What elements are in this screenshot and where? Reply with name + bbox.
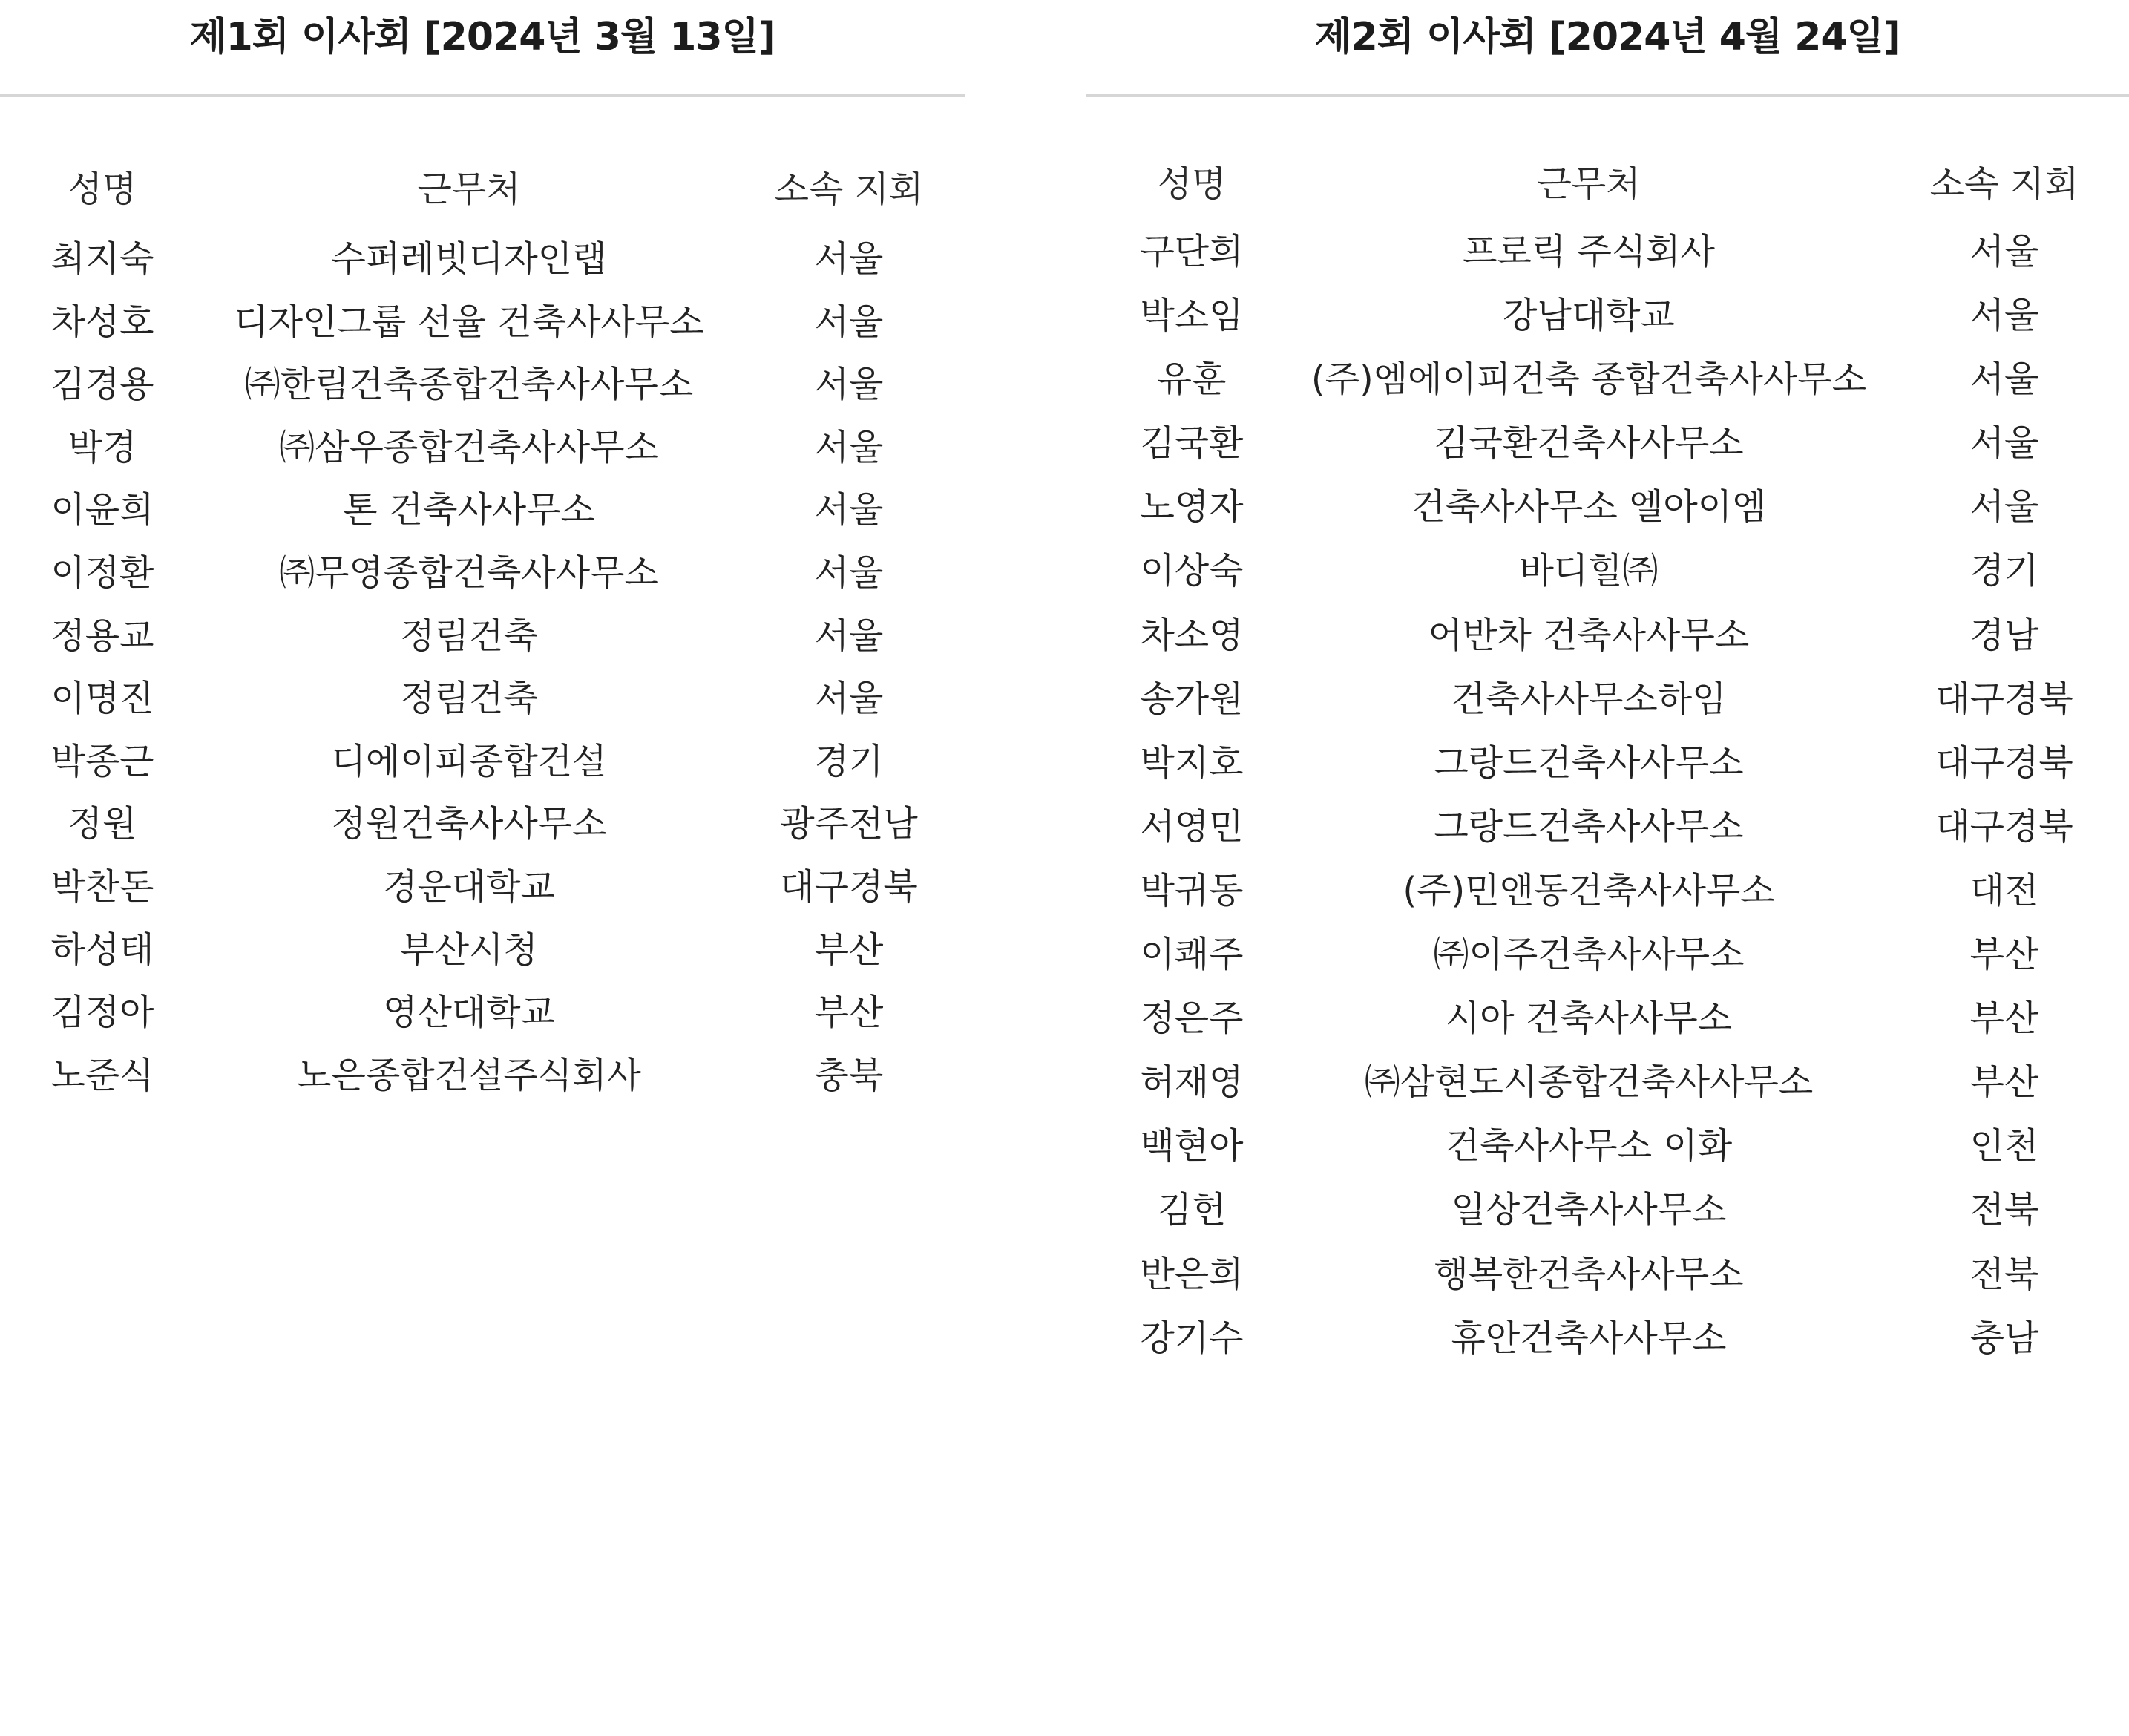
meeting-panel-1 bbox=[0, 0, 965, 1096]
member-name: 송가원 bbox=[1140, 678, 1244, 720]
member-branch: 대구경북 bbox=[1935, 741, 2073, 784]
member-row bbox=[1086, 738, 2129, 802]
member-branch: 서울 bbox=[814, 301, 884, 343]
member-branch: 부산 bbox=[1969, 934, 2039, 976]
member-workplace: 정림건축 bbox=[400, 615, 538, 657]
member-workplace: 건축사사무소하임 bbox=[1451, 678, 1727, 720]
member-branch: 경기 bbox=[1969, 550, 2039, 592]
member-branch: 서울 bbox=[814, 615, 884, 657]
member-branch: 부산 bbox=[1969, 998, 2039, 1040]
member-branch: 대구경북 bbox=[1935, 678, 2073, 720]
member-row bbox=[1086, 291, 2129, 355]
member-branch: 광주전남 bbox=[780, 803, 918, 845]
member-list bbox=[0, 235, 965, 1113]
member-workplace: 건축사사무소 이화 bbox=[1445, 1125, 1733, 1167]
member-branch: 전북 bbox=[1969, 1253, 2039, 1295]
member-row bbox=[1086, 546, 2129, 610]
member-branch: 서울 bbox=[1969, 295, 2039, 337]
member-row bbox=[0, 485, 965, 548]
member-row bbox=[1086, 1058, 2129, 1121]
title-divider bbox=[1086, 94, 2129, 97]
member-workplace: 프로릭 주식회사 bbox=[1463, 231, 1715, 272]
member-workplace: 어반차 건축사사무소 bbox=[1428, 614, 1750, 656]
member-workplace: 영산대학교 bbox=[383, 992, 555, 1034]
member-workplace: 디자인그룹 선율 건축사사무소 bbox=[234, 301, 704, 343]
column-header-workplace: 근무처 bbox=[417, 168, 521, 210]
member-workplace: 정림건축 bbox=[400, 678, 538, 720]
member-row bbox=[1086, 994, 2129, 1058]
column-header-name: 성명 bbox=[68, 168, 137, 210]
member-row bbox=[1086, 227, 2129, 291]
member-workplace: 김국환건축사사무소 bbox=[1434, 422, 1744, 465]
member-name: 박찬돈 bbox=[50, 865, 154, 908]
member-name: 하성태 bbox=[50, 928, 154, 971]
member-workplace: 그랑드건축사사무소 bbox=[1434, 805, 1744, 848]
member-workplace: 바디힐㈜ bbox=[1519, 550, 1659, 592]
member-branch: 서울 bbox=[814, 238, 884, 280]
member-name: 차성호 bbox=[50, 301, 154, 343]
member-name: 이윤희 bbox=[50, 489, 154, 531]
member-name: 정은주 bbox=[1140, 998, 1244, 1040]
member-name: 박귀동 bbox=[1140, 869, 1244, 911]
member-workplace: ㈜이주건축사사무소 bbox=[1433, 934, 1745, 976]
member-workplace: (주)민앤동건축사사무소 bbox=[1403, 869, 1775, 911]
member-name: 이정환 bbox=[50, 551, 154, 594]
member-name: 박지호 bbox=[1140, 741, 1244, 784]
member-row bbox=[1086, 482, 2129, 546]
member-branch: 서울 bbox=[814, 551, 884, 594]
member-row bbox=[1086, 419, 2129, 482]
member-name: 강기수 bbox=[1140, 1317, 1244, 1359]
member-name: 서영민 bbox=[1140, 805, 1244, 848]
member-row bbox=[0, 360, 965, 423]
member-row bbox=[0, 548, 965, 612]
member-row bbox=[1086, 355, 2129, 419]
member-row bbox=[0, 612, 965, 675]
member-row bbox=[0, 926, 965, 989]
member-name: 이상숙 bbox=[1140, 550, 1244, 592]
member-name: 정용교 bbox=[50, 615, 154, 657]
member-branch: 경기 bbox=[814, 740, 884, 782]
member-branch: 대전 bbox=[1969, 869, 2039, 911]
member-row bbox=[0, 674, 965, 737]
member-workplace: 톤 건축사사무소 bbox=[343, 489, 595, 531]
member-name: 박종근 bbox=[50, 740, 154, 782]
member-branch: 대구경북 bbox=[1935, 805, 2073, 848]
member-row bbox=[1086, 611, 2129, 675]
member-workplace: 시아 건축사사무소 bbox=[1445, 998, 1733, 1040]
member-name: 반은희 bbox=[1140, 1253, 1244, 1295]
member-row bbox=[0, 423, 965, 486]
member-name: 차소영 bbox=[1140, 614, 1244, 656]
member-name: 정원 bbox=[68, 803, 137, 845]
member-name: 이쾌주 bbox=[1140, 934, 1244, 976]
column-header-workplace: 근무처 bbox=[1537, 163, 1641, 205]
member-row bbox=[0, 737, 965, 800]
member-branch: 충북 bbox=[814, 1054, 884, 1096]
member-workplace: 부산시청 bbox=[400, 928, 538, 971]
meeting-title: 제1회 이사회 [2024년 3월 13일] bbox=[189, 15, 775, 59]
member-workplace: ㈜한림건축종합건축사사무소 bbox=[244, 364, 694, 406]
member-workplace: 그랑드건축사사무소 bbox=[1434, 741, 1744, 784]
member-workplace: 일상건축사사무소 bbox=[1451, 1189, 1727, 1231]
member-name: 구단희 bbox=[1140, 231, 1244, 272]
member-row bbox=[1086, 1185, 2129, 1249]
member-name: 노준식 bbox=[50, 1054, 154, 1096]
member-branch: 서울 bbox=[1969, 358, 2039, 401]
member-name: 김헌 bbox=[1157, 1189, 1227, 1231]
member-row bbox=[0, 988, 965, 1051]
member-name: 김국환 bbox=[1140, 422, 1244, 465]
member-row bbox=[1086, 802, 2129, 866]
member-branch: 부산 bbox=[1969, 1061, 2039, 1104]
member-name: 최지숙 bbox=[50, 238, 154, 280]
member-row bbox=[1086, 675, 2129, 738]
member-branch: 서울 bbox=[1969, 486, 2039, 528]
member-workplace: ㈜삼현도시종합건축사사무소 bbox=[1364, 1061, 1814, 1104]
member-row bbox=[0, 235, 965, 298]
member-workplace: ㈜무영종합건축사사무소 bbox=[279, 551, 659, 594]
title-divider bbox=[0, 94, 965, 97]
member-row bbox=[0, 862, 965, 926]
member-workplace: 휴안건축사사무소 bbox=[1451, 1317, 1727, 1359]
member-workplace: 경운대학교 bbox=[383, 865, 555, 908]
member-name: 박소임 bbox=[1140, 295, 1244, 337]
member-workplace: 건축사사무소 엘아이엠 bbox=[1411, 486, 1767, 528]
member-branch: 부산 bbox=[814, 992, 884, 1034]
member-workplace: 정원건축사사무소 bbox=[331, 803, 607, 845]
member-name: 유훈 bbox=[1157, 358, 1227, 401]
member-workplace: ㈜삼우종합건축사사무소 bbox=[279, 426, 659, 468]
column-header-row bbox=[0, 167, 965, 212]
member-row bbox=[0, 1051, 965, 1114]
member-name: 박경 bbox=[68, 426, 137, 468]
member-name: 백현아 bbox=[1140, 1125, 1244, 1167]
meeting-title: 제2회 이사회 [2024년 4월 24일] bbox=[1314, 15, 1900, 59]
member-workplace: 수퍼레빗디자인랩 bbox=[331, 238, 607, 280]
member-branch: 경남 bbox=[1969, 614, 2039, 656]
member-branch: 서울 bbox=[814, 489, 884, 531]
member-name: 이명진 bbox=[50, 678, 154, 720]
member-workplace: 행복한건축사사무소 bbox=[1434, 1253, 1744, 1295]
member-branch: 서울 bbox=[1969, 422, 2039, 465]
member-branch: 인천 bbox=[1969, 1125, 2039, 1167]
member-row bbox=[1086, 1314, 2129, 1378]
member-row bbox=[0, 799, 965, 862]
member-name: 김경용 bbox=[50, 364, 154, 406]
column-header-branch: 소속 지회 bbox=[774, 168, 924, 210]
member-row bbox=[1086, 866, 2129, 930]
member-row bbox=[1086, 1250, 2129, 1314]
member-workplace: 노은종합건설주식회사 bbox=[297, 1054, 641, 1096]
member-branch: 서울 bbox=[814, 364, 884, 406]
member-branch: 서울 bbox=[814, 426, 884, 468]
member-branch: 부산 bbox=[814, 928, 884, 971]
member-row bbox=[1086, 1121, 2129, 1185]
member-workplace: 강남대학교 bbox=[1503, 295, 1675, 337]
member-name: 노영자 bbox=[1140, 486, 1244, 528]
member-branch: 서울 bbox=[814, 678, 884, 720]
column-header-name: 성명 bbox=[1157, 163, 1227, 205]
member-name: 김정아 bbox=[50, 992, 154, 1034]
member-list bbox=[1086, 227, 2129, 1378]
member-row bbox=[0, 298, 965, 361]
member-workplace: 디에이피종합건설 bbox=[331, 740, 607, 782]
member-branch: 대구경북 bbox=[780, 865, 918, 908]
meeting-panel-2 bbox=[1086, 0, 2129, 1359]
member-branch: 서울 bbox=[1969, 231, 2039, 272]
member-branch: 충남 bbox=[1969, 1317, 2039, 1359]
column-header-row bbox=[1086, 162, 2129, 206]
member-branch: 전북 bbox=[1969, 1189, 2039, 1231]
member-name: 허재영 bbox=[1140, 1061, 1244, 1104]
column-header-branch: 소속 지회 bbox=[1929, 163, 2079, 205]
member-row bbox=[1086, 930, 2129, 994]
member-workplace: (주)엠에이피건축 종합건축사사무소 bbox=[1310, 358, 1867, 401]
